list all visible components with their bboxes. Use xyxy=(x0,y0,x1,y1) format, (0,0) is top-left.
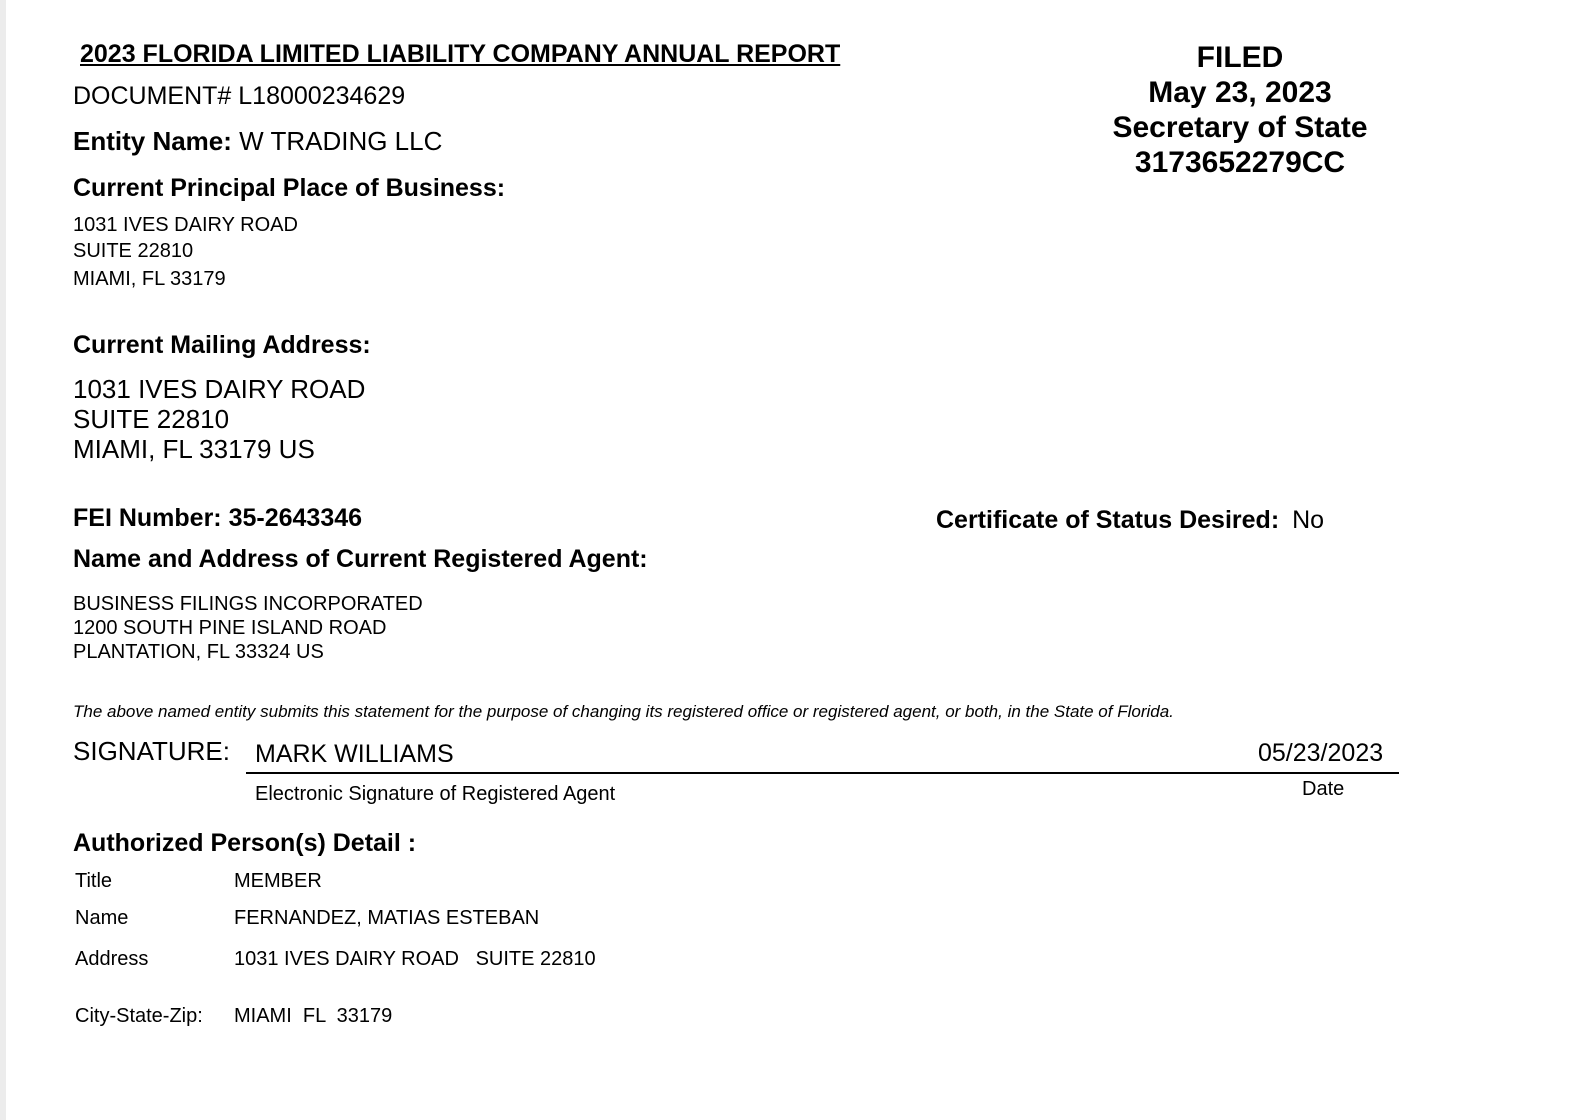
entity-name-label: Entity Name: xyxy=(73,126,232,156)
authorized-persons-heading: Authorized Person(s) Detail : xyxy=(73,829,417,857)
principal-address-line: SUITE 22810 xyxy=(73,240,194,262)
detail-value-name: FERNANDEZ, MATIAS ESTEBAN xyxy=(234,907,540,929)
detail-label-city-state-zip: City-State-Zip: xyxy=(75,1005,203,1027)
document-number: DOCUMENT# L18000234629 xyxy=(73,82,406,110)
detail-value-address: 1031 IVES DAIRY ROAD SUITE 22810 xyxy=(234,948,596,970)
detail-value-title: MEMBER xyxy=(234,870,322,892)
principal-address-line: MIAMI, FL 33179 xyxy=(73,268,226,290)
certificate-label: Certificate of Status Desired: xyxy=(936,506,1280,534)
certificate-of-status xyxy=(936,506,1324,535)
registered-agent-address xyxy=(73,592,423,664)
detail-value-city-state-zip: MIAMI FL 33179 xyxy=(234,1005,393,1027)
detail-label-address: Address xyxy=(75,948,149,970)
principal-place-address xyxy=(73,212,298,292)
registered-agent-heading: Name and Address of Current Registered Agent: xyxy=(73,545,648,573)
mailing-address-line: SUITE 22810 xyxy=(73,404,230,434)
filed-date: May 23, 2023 xyxy=(1148,76,1332,109)
mailing-address-heading: Current Mailing Address: xyxy=(73,331,371,359)
signature-line xyxy=(246,772,1399,774)
agent-address-line: 1200 SOUTH PINE ISLAND ROAD xyxy=(73,617,387,639)
entity-name-value: W TRADING LLC xyxy=(239,126,443,156)
principal-place-heading: Current Principal Place of Business: xyxy=(73,174,506,202)
mailing-address xyxy=(73,374,365,464)
signature-caption: Electronic Signature of Registered Agent xyxy=(255,783,616,805)
signature-name: MARK WILLIAMS xyxy=(255,740,454,768)
entity-name xyxy=(73,126,442,157)
filed-label: FILED xyxy=(1196,41,1284,74)
signature-date: 05/23/2023 xyxy=(1258,739,1384,767)
filed-stamp xyxy=(1090,40,1390,180)
fei-number: FEI Number: 35-2643346 xyxy=(73,504,363,532)
certificate-value: No xyxy=(1292,506,1325,534)
statement-text: The above named entity submits this statement for the purpose of changing its registered office or registered agent, or both, in the State of Florida. xyxy=(73,702,1174,721)
report-title: 2023 FLORIDA LIMITED LIABILITY COMPANY ANNUAL REPORT xyxy=(80,40,841,68)
filed-tracking-number: 3173652279CC xyxy=(1134,146,1346,179)
agent-address-line: BUSINESS FILINGS INCORPORATED xyxy=(73,593,423,615)
principal-address-line: 1031 IVES DAIRY ROAD xyxy=(73,214,298,236)
mailing-address-line: 1031 IVES DAIRY ROAD xyxy=(73,374,366,404)
signature-label: SIGNATURE: xyxy=(73,736,230,766)
agent-address-line: PLANTATION, FL 33324 US xyxy=(73,641,324,663)
filed-office: Secretary of State xyxy=(1112,111,1368,144)
mailing-address-line: MIAMI, FL 33179 US xyxy=(73,434,315,464)
detail-label-name: Name xyxy=(75,907,129,929)
date-caption: Date xyxy=(1302,778,1345,800)
page-left-edge xyxy=(0,0,6,1120)
detail-label-title: Title xyxy=(75,870,113,892)
